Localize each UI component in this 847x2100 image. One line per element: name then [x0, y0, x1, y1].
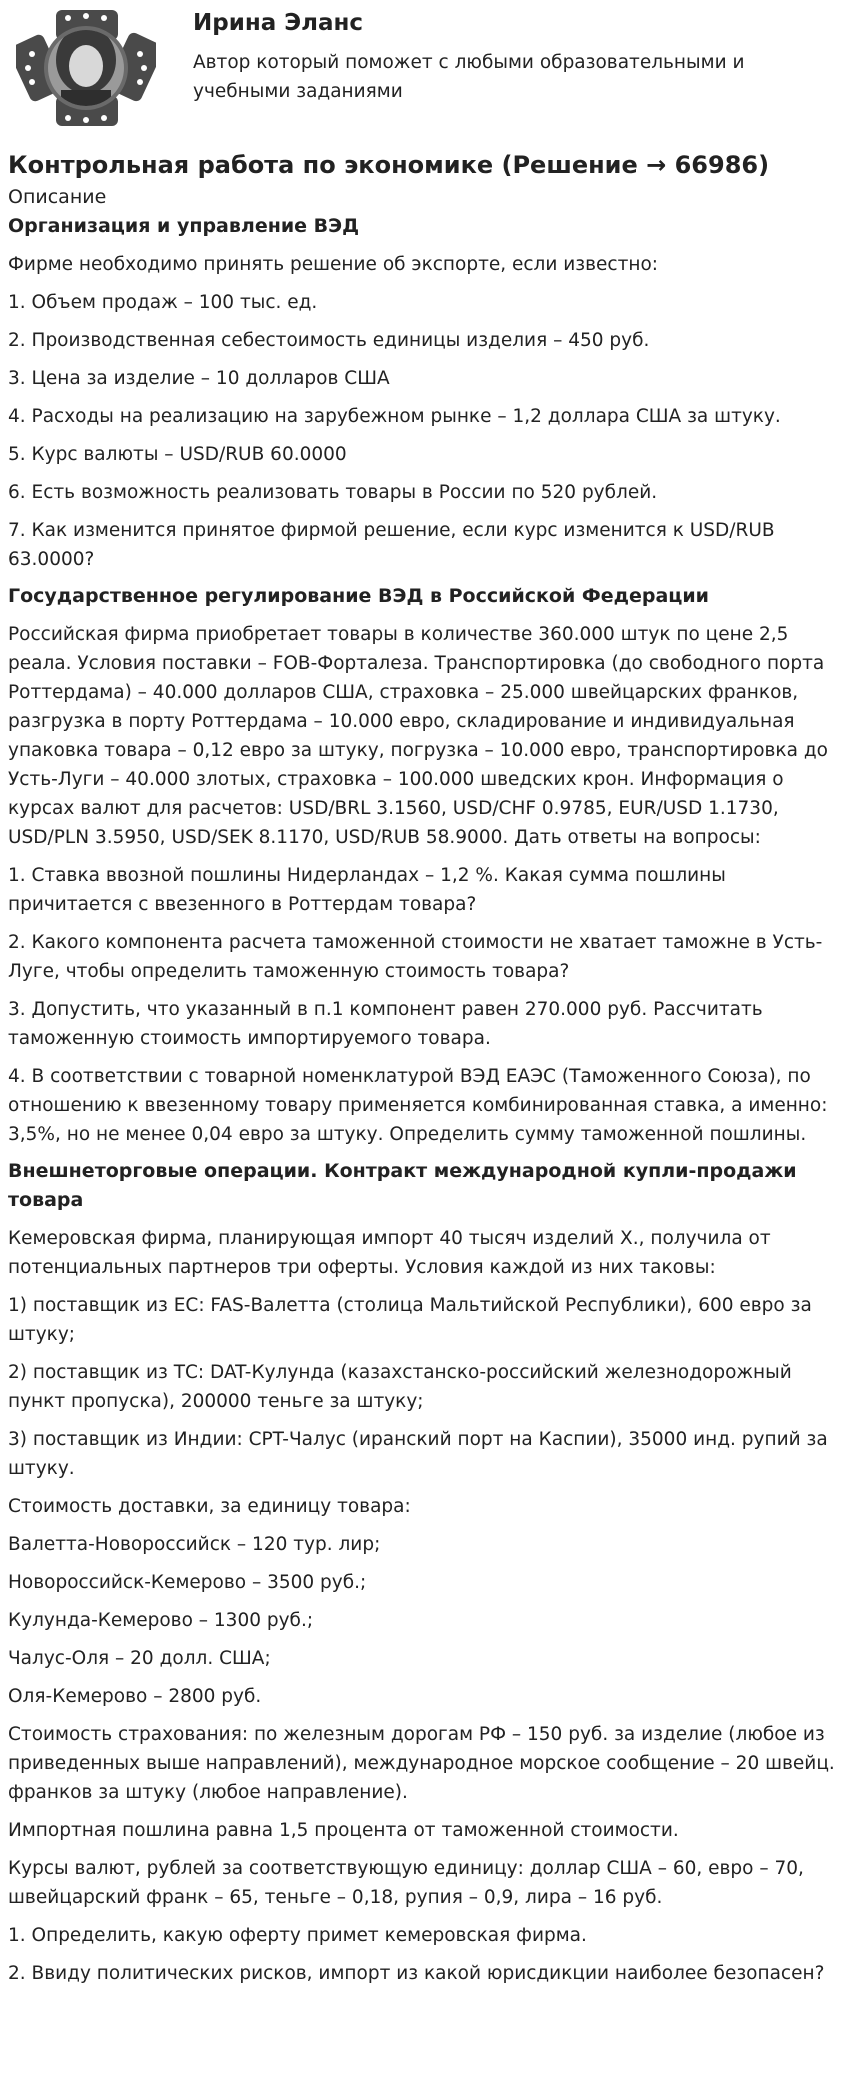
- paragraph: Оля-Кемерово – 2800 руб.: [8, 1686, 262, 1707]
- paragraph: 1) поставщик из ЕС: FAS-Валетта (столица Мальтийской Республики), 600 евро за штуку;: [8, 1295, 812, 1345]
- document-content: [8, 212, 841, 1988]
- paragraph: 2. Какого компонента расчета таможенной стоимости не хватает таможне в Усть-Луге, чтобы определить таможенную стоимость товара?: [8, 932, 823, 982]
- paragraph: Импортная пошлина равна 1,5 процента от таможенной стоимости.: [8, 1820, 679, 1841]
- author-name[interactable]: Ирина Эланс: [193, 10, 364, 36]
- paragraph: 3. Цена за изделие – 10 долларов США: [8, 368, 390, 389]
- paragraph: Кемеровская фирма, планирующая импорт 40 тысяч изделий Х., получила от потенциальных партнеров три оферты. Условия каждой из них таковы:: [8, 1228, 771, 1278]
- paragraph: 2) поставщик из ТС: DAT-Кулунда (казахстанско-российский железнодорожный пункт пропуска), 200000 теньге за штуку;: [8, 1362, 792, 1412]
- paragraph: 1. Определить, какую оферту примет кемеровская фирма.: [8, 1925, 587, 1946]
- paragraph: Российская фирма приобретает товары в количестве 360.000 штук по цене 2,5 реала. Условия поставки – FOB-Форталеза. Транспортировка (до свободного порта Роттердама) – 40.000 долларов США, страховка – 25.000 швейцарских франков, разгрузка в порту Роттердама – 10.000 евро, складирование и индивидуальная упаковка товара – 0,12 евро за штуку, погрузка – 10.000 евро, транспортировка до Усть-Луги – 40.000 злотых, страховка – 100.000 шведских крон. Информация о курсах валют для расчетов: USD/BRL 3.1560, USD/CHF 0.9785, EUR/USD 1.1730, USD/PLN 3.5950, USD/SEK 8.1170, USD/RUB 58.9000. Дать ответы на вопросы:: [8, 624, 828, 848]
- paragraph: Фирме необходимо принять решение об экспорте, если известно:: [8, 254, 659, 275]
- section-heading: Государственное регулирование ВЭД в Российской Федерации: [8, 585, 709, 607]
- author-card: [8, 0, 841, 140]
- paragraph: 3) поставщик из Индии: CPT-Чалус (иранский порт на Каспии), 35000 инд. рупий за штуку.: [8, 1429, 828, 1479]
- paragraph: Кулунда-Кемерово – 1300 руб.;: [8, 1610, 314, 1631]
- paragraph: 1. Ставка ввозной пошлины Нидерландах – 1,2 %. Какая сумма пошлины причитается с ввезенного в Роттердам товара?: [8, 865, 726, 915]
- section-heading: Внешнеторговые операции. Контракт международной купли-продажи товара: [8, 1160, 797, 1211]
- section-label: Описание: [8, 186, 107, 208]
- paragraph: Чалус-Оля – 20 долл. США;: [8, 1648, 271, 1669]
- section-heading: Организация и управление ВЭД: [8, 215, 359, 237]
- author-avatar[interactable]: [16, 8, 156, 128]
- paragraph: 1. Объем продаж – 100 тыс. ед.: [8, 292, 318, 313]
- paragraph: Новороссийск-Кемерово – 3500 руб.;: [8, 1572, 367, 1593]
- paragraph: Валетта-Новороссийск – 120 тур. лир;: [8, 1534, 381, 1555]
- paragraph: 2. Производственная себестоимость единицы изделия – 450 руб.: [8, 330, 650, 351]
- paragraph: Стоимость доставки, за единицу товара:: [8, 1496, 411, 1517]
- paragraph: 5. Курс валюты – USD/RUB 60.0000: [8, 444, 347, 465]
- author-description: Автор который поможет с любыми образовательными и учебными заданиями: [193, 52, 745, 102]
- paragraph: 4. В соответствии с товарной номенклатурой ВЭД ЕАЭС (Таможенного Союза), по отношению к ввезенному товару применяется комбинированная ставка, а именно: 3,5%, но не менее 0,04 евро за штуку. Определить сумму таможенной пошлины.: [8, 1066, 828, 1145]
- paragraph: 7. Как изменится принятое фирмой решение, если курс изменится к USD/RUB 63.0000?: [8, 520, 775, 570]
- paragraph: 2. Ввиду политических рисков, импорт из какой юрисдикции наиболее безопасен?: [8, 1963, 825, 1984]
- paragraph: Курсы валют, рублей за соответствующую единицу: доллар США – 60, евро – 70, швейцарский франк – 65, теньге – 0,18, рупия – 0,9, лира – 16 руб.: [8, 1858, 804, 1908]
- paragraph: 4. Расходы на реализацию на зарубежном рынке – 1,2 доллара США за штуку.: [8, 406, 781, 427]
- paragraph: Стоимость страхования: по железным дорогам РФ – 150 руб. за изделие (любое из приведенных выше направлений), международное морское сообщение – 20 швейц. франков за штуку (любое направление).: [8, 1724, 835, 1803]
- document-title: Контрольная работа по экономике (Решение → 66986): [8, 151, 770, 179]
- paragraph: 3. Допустить, что указанный в п.1 компонент равен 270.000 руб. Рассчитать таможенную стоимость импортируемого товара.: [8, 999, 763, 1049]
- paragraph: 6. Есть возможность реализовать товары в России по 520 рублей.: [8, 482, 658, 503]
